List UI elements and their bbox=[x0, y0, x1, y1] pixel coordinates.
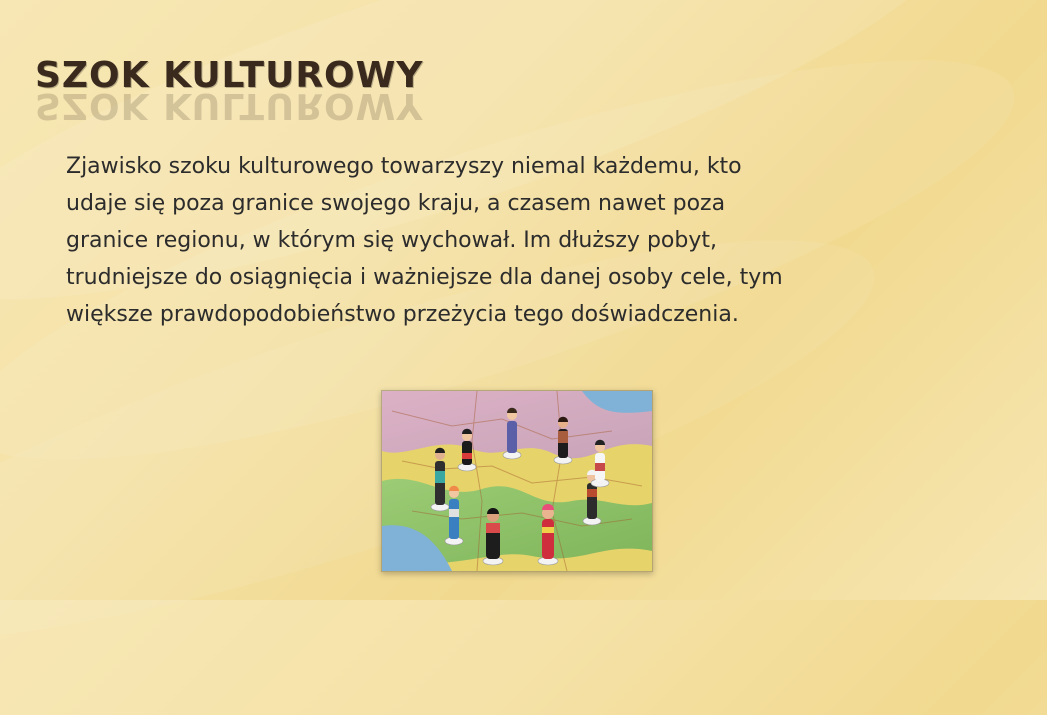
map-figurines-photo bbox=[381, 390, 653, 572]
map-figurines-illustration bbox=[382, 391, 652, 571]
slide-body-text: Zjawisko szoku kulturowego towarzyszy niemal każdemu, kto udaje się poza granice swojego kraju, a czasem nawet poza granice regionu, w którym się wychował. Im dłuższy pobyt, trudniejsze do osiągnięcia i ważniejsze dla danej osoby cele, tym większe prawdopodobieństwo przeżycia tego doświadczenia. bbox=[66, 154, 783, 327]
slide-title-reflection: SZOK KULTUROWY bbox=[35, 85, 424, 126]
slide-title: SZOK KULTUROWY bbox=[35, 55, 424, 96]
